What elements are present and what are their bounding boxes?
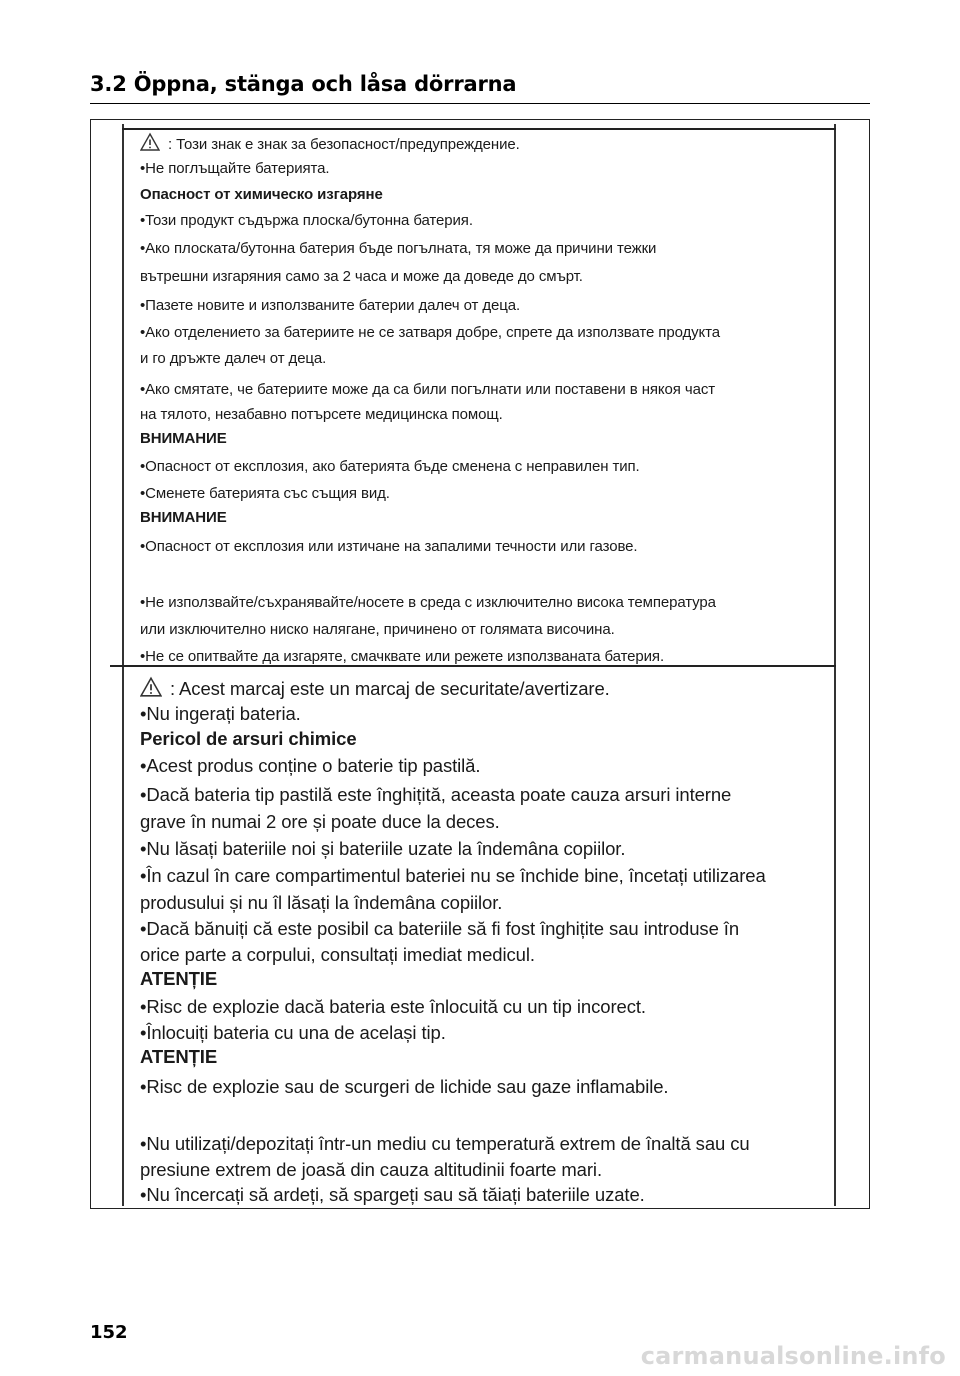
warning-heading <box>140 728 357 750</box>
warning-line <box>140 381 715 398</box>
warning-line <box>140 594 716 611</box>
warning-line <box>140 996 646 1018</box>
warning-line <box>140 350 326 367</box>
warning-line-text: •Nu încercați să ardeți, să spargeți sau să tăiați bateriile uzate. <box>140 1184 645 1205</box>
warning-line-text: •Не се опитвайте да изгаряте, смачквате или режете използваната батерия. <box>140 648 665 665</box>
warning-line-text: •Nu lăsați bateriile noi și bateriile uzate la îndemâna copiilor. <box>140 838 626 859</box>
warning-line-text: •Ако отделението за батериите не се затваря добре, спрете да използвате продукта <box>140 324 721 341</box>
warning-line <box>140 406 503 423</box>
warning-line-text: •Не използвайте/съхранявайте/носете в среда с изключително висока температура <box>140 594 716 611</box>
warning-line <box>140 865 766 887</box>
warning-heading <box>140 509 227 526</box>
warning-line <box>140 160 329 177</box>
warning-line-text: •Risc de explozie dacă bateria este înlocuită cu un tip incorect. <box>140 996 646 1017</box>
warning-line-text: •Пазете новите и използваните батерии далеч от деца. <box>140 297 521 314</box>
warning-line-text: produsului și nu îl lăsați la îndemâna copiilor. <box>140 892 503 913</box>
warning-line-text: ATENȚIE <box>140 968 218 989</box>
warning-line-text: •Не поглъщайте батерията. <box>140 160 330 177</box>
scan-edge-left-lower <box>122 668 124 1206</box>
warning-line-text: ВНИМАНИЕ <box>140 509 227 526</box>
warning-line-text: •Опасност от експлозия или изтичане на запалими течности или газове. <box>140 538 638 555</box>
warning-line-text: : Acest marcaj este un marcaj de securitate/avertizare. <box>170 678 610 699</box>
scan-edge-right <box>834 124 836 668</box>
warning-line <box>140 892 502 914</box>
warning-heading <box>140 1046 217 1068</box>
warning-line-text: •Risc de explozie sau de scurgeri de lichide sau gaze inflamabile. <box>140 1076 669 1097</box>
warning-triangle-icon <box>140 132 160 156</box>
warning-line <box>140 268 583 285</box>
warning-line <box>140 838 625 860</box>
warning-line <box>140 811 500 833</box>
warning-heading <box>140 430 227 447</box>
warning-line <box>140 703 301 725</box>
warning-line <box>140 485 390 502</box>
page-number: 152 <box>90 1322 128 1343</box>
warning-line <box>140 324 720 341</box>
warning-line <box>140 212 473 229</box>
warning-line-text: •Ако смятате, че батериите може да са били погълнати или поставени в някоя част <box>140 381 716 398</box>
warning-line <box>140 918 739 940</box>
warning-line-text: •Nu utilizați/depozitați într-un mediu cu temperatură extrem de înaltă sau cu <box>140 1133 750 1154</box>
warning-line-text: Опасност от химическо изгаряне <box>140 186 383 203</box>
warning-line-text: и го дръжте далеч от деца. <box>140 350 327 367</box>
warning-line <box>140 297 520 314</box>
warning-triangle-icon <box>140 676 162 703</box>
warning-line-text: orice parte a corpului, consultați imediat medicul. <box>140 944 535 965</box>
warning-line-text: •Înlocuiți bateria cu una de același tip. <box>140 1022 446 1043</box>
warning-heading <box>140 968 217 990</box>
warning-line-text: •Nu ingerați bateria. <box>140 703 301 724</box>
warning-line <box>140 676 610 703</box>
warning-line-text: Pericol de arsuri chimice <box>140 728 357 749</box>
warning-line-text: на тялото, незабавно потърсете медицинска помощ. <box>140 406 503 423</box>
scan-edge-right-lower <box>834 668 836 1206</box>
warning-line-text: grave în numai 2 ore și poate duce la deces. <box>140 811 500 832</box>
warning-line-text: •Сменете батерията със същия вид. <box>140 485 390 502</box>
warning-line-text: вътрешни изгаряния само за 2 часа и може да доведе до смърт. <box>140 268 583 285</box>
warning-line <box>140 755 480 777</box>
header-divider <box>90 103 870 104</box>
section-title: 3.2 Öppna, stänga och låsa dörrarna <box>90 72 517 96</box>
warning-line <box>140 538 638 555</box>
warning-line <box>140 1022 446 1044</box>
warning-line <box>140 784 731 806</box>
warning-line-text: •Acest produs conține o baterie tip pastilă. <box>140 755 481 776</box>
warning-line-text: •Dacă bateria tip pastilă este înghițită, aceasta poate cauza arsuri interne <box>140 784 732 805</box>
warning-line-text: •În cazul în care compartimentul bateriei nu se închide bine, încetați utilizarea <box>140 865 766 886</box>
warning-line <box>140 1076 668 1098</box>
warning-line-text: ATENȚIE <box>140 1046 218 1067</box>
warning-line-text: или изключително ниско налягане, причинено от голямата височина. <box>140 621 615 638</box>
warning-line-text: presiune extrem de joasă din cauza altitudinii foarte mari. <box>140 1159 602 1180</box>
warning-line <box>140 1184 645 1206</box>
warning-line-text: •Този продукт съдържа плоска/бутонна батерия. <box>140 212 473 229</box>
warning-line-text: •Опасност от експлозия, ако батерията бъде сменена с неправилен тип. <box>140 458 640 475</box>
warning-line <box>140 621 615 638</box>
warning-line <box>140 132 520 156</box>
watermark: carmanualsonline.info <box>640 1342 946 1370</box>
warning-line-text: : Този знак е знак за безопасност/предупреждение. <box>168 136 520 153</box>
scan-divider-line <box>110 665 836 667</box>
warning-line <box>140 458 640 475</box>
warning-line-text: •Dacă bănuiți că este posibil ca bateriile să fi fost înghițite sau introduse în <box>140 918 740 939</box>
warning-line <box>140 648 664 665</box>
warning-line-text: •Ако плоската/бутонна батерия бъде погълната, тя може да причини тежки <box>140 240 657 257</box>
scan-edge-left <box>122 124 124 668</box>
scan-top-line <box>122 128 836 130</box>
warning-heading <box>140 186 383 203</box>
warning-line <box>140 1159 602 1181</box>
warning-line <box>140 944 535 966</box>
warning-line-text: ВНИМАНИЕ <box>140 430 227 447</box>
warning-line <box>140 240 656 257</box>
warning-line <box>140 1133 750 1155</box>
